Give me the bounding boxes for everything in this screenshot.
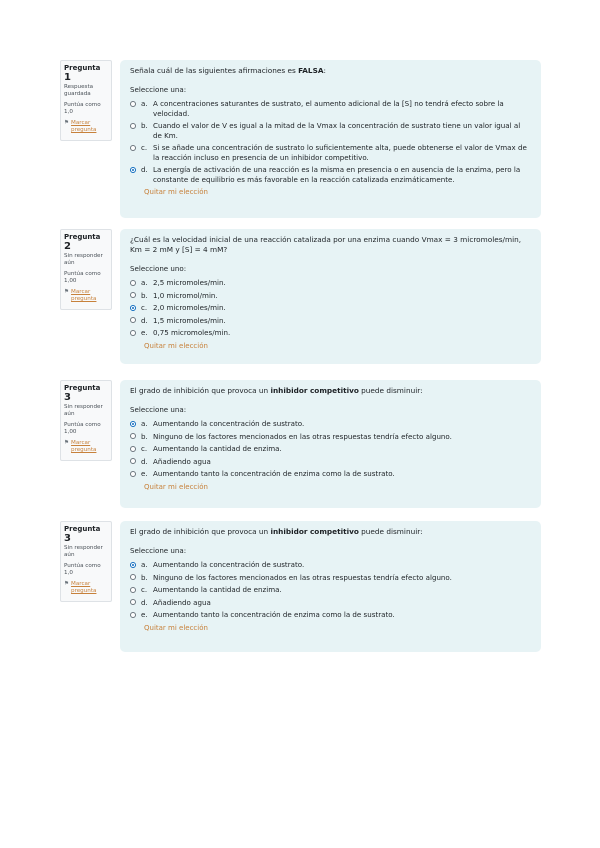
answer-prompt: Seleccione una:	[130, 405, 187, 414]
question-content	[120, 229, 541, 364]
answer-option-c[interactable]: c. Si se añade una concentración de sustrato lo suficientemente alta, puede obtenerse el valor de Vmax de la reacción incluso en presencia de un inhibidor competitivo.	[130, 143, 531, 162]
answer-option-c[interactable]: c. Aumentando la cantidad de enzima.	[130, 444, 531, 454]
answer-option-e[interactable]: e. 0,75 micromoles/min.	[130, 328, 531, 338]
answer-prompt: Seleccione uno:	[130, 264, 187, 273]
radio-button[interactable]	[130, 280, 136, 286]
radio-button-selected[interactable]	[130, 167, 136, 173]
radio-button-selected[interactable]	[130, 562, 136, 568]
radio-button[interactable]	[130, 587, 136, 593]
question-info	[60, 60, 112, 141]
question-number: Pregunta 3	[64, 525, 101, 544]
clear-choice-link[interactable]: Quitar mi elección	[144, 623, 208, 632]
answer-option-d[interactable]: d. La energía de activación de una reacción es la misma en presencia o en ausencia de la enzima, pero la constante de equilibrio es más favorable en la reacción catalizada enzimáticamente.	[130, 165, 531, 184]
question-number: Pregunta 3	[64, 384, 101, 403]
radio-button[interactable]	[130, 471, 136, 477]
answer-option-c[interactable]: c. Aumentando la cantidad de enzima.	[130, 585, 531, 595]
radio-button[interactable]	[130, 599, 136, 605]
answer-option-d[interactable]: d. Añadiendo agua	[130, 457, 531, 467]
question-state: Sin responder aún	[64, 545, 103, 558]
flag-icon: ⚑	[64, 120, 70, 126]
answer-prompt: Seleccione una:	[130, 85, 187, 94]
answer-option-c[interactable]: c. 2,0 micromoles/min.	[130, 303, 531, 313]
clear-choice-link[interactable]: Quitar mi elección	[144, 482, 208, 491]
radio-button-selected[interactable]	[130, 305, 136, 311]
radio-button[interactable]	[130, 123, 136, 129]
question-grade: Puntúa como 1,00	[64, 422, 101, 435]
radio-button[interactable]	[130, 612, 136, 618]
answer-option-d[interactable]: d. Añadiendo agua	[130, 598, 531, 608]
question-text: El grado de inhibición que provoca un inhibidor competitivo puede disminuir:	[130, 527, 423, 536]
radio-button-selected[interactable]	[130, 421, 136, 427]
radio-button[interactable]	[130, 433, 136, 439]
question-number: Pregunta 1	[64, 64, 101, 83]
radio-button[interactable]	[130, 446, 136, 452]
question-number: Pregunta 2	[64, 233, 101, 252]
question-content	[120, 380, 541, 508]
question-grade: Puntúa como 1,0	[64, 563, 101, 576]
answer-option-a[interactable]: a. A concentraciones saturantes de sustrato, el aumento adicional de la [S] no tendrá efecto sobre la velocidad.	[130, 99, 531, 118]
flag-question-link[interactable]: ⚑ Marcar pregunta	[64, 120, 97, 133]
radio-button[interactable]	[130, 101, 136, 107]
answer-option-a[interactable]: a. Aumentando la concentración de sustrato.	[130, 419, 531, 429]
answer-option-a[interactable]: a. Aumentando la concentración de sustrato.	[130, 560, 531, 570]
question-text: ¿Cuál es la velocidad inicial de una reacción catalizada por una enzima cuando Vmax = 3 micromoles/min, Km = 2 mM y [S] = 4 mM?	[130, 235, 522, 254]
question-state: Sin responder aún	[64, 253, 103, 266]
question-info	[60, 380, 112, 461]
answer-option-e[interactable]: e. Aumentando tanto la concentración de enzima como la de sustrato.	[130, 610, 531, 620]
question-content	[120, 521, 541, 652]
clear-choice-link[interactable]: Quitar mi elección	[144, 341, 208, 350]
answer-option-a[interactable]: a. 2,5 micromoles/min.	[130, 278, 531, 288]
radio-button[interactable]	[130, 330, 136, 336]
question-info	[60, 229, 112, 310]
answer-option-b[interactable]: b. 1,0 micromol/min.	[130, 291, 531, 301]
answer-option-e[interactable]: e. Aumentando tanto la concentración de enzima como la de sustrato.	[130, 469, 531, 479]
flag-question-link[interactable]: ⚑ Marcar pregunta	[64, 581, 97, 594]
question-info	[60, 521, 112, 602]
radio-button[interactable]	[130, 458, 136, 464]
question-state: Sin responder aún	[64, 404, 103, 417]
answer-prompt: Seleccione una:	[130, 546, 187, 555]
radio-button[interactable]	[130, 317, 136, 323]
question-text: Señala cuál de las siguientes afirmaciones es FALSA:	[130, 66, 326, 75]
question-grade: Puntúa como 1,00	[64, 271, 101, 284]
radio-button[interactable]	[130, 574, 136, 580]
radio-button[interactable]	[130, 292, 136, 298]
answer-option-b[interactable]: b. Cuando el valor de V es igual a la mitad de la Vmax la concentración de sustrato tiene un valor igual al de Km.	[130, 121, 531, 140]
answer-option-b[interactable]: b. Ninguno de los factores mencionados en las otras respuestas tendría efecto alguno.	[130, 573, 531, 583]
answer-option-d[interactable]: d. 1,5 micromoles/min.	[130, 316, 531, 326]
answer-option-b[interactable]: b. Ninguno de los factores mencionados en las otras respuestas tendría efecto alguno.	[130, 432, 531, 442]
question-grade: Puntúa como 1,0	[64, 102, 101, 115]
flag-icon: ⚑	[64, 581, 70, 587]
clear-choice-link[interactable]: Quitar mi elección	[144, 188, 208, 196]
flag-icon: ⚑	[64, 289, 70, 295]
flag-icon: ⚑	[64, 440, 70, 446]
flag-question-link[interactable]: ⚑ Marcar pregunta	[64, 440, 97, 453]
question-content	[120, 60, 541, 218]
question-text: El grado de inhibición que provoca un inhibidor competitivo puede disminuir:	[130, 386, 423, 395]
question-state: Respuesta guardada	[64, 84, 94, 97]
flag-question-link[interactable]: ⚑ Marcar pregunta	[64, 289, 97, 302]
radio-button[interactable]	[130, 145, 136, 151]
